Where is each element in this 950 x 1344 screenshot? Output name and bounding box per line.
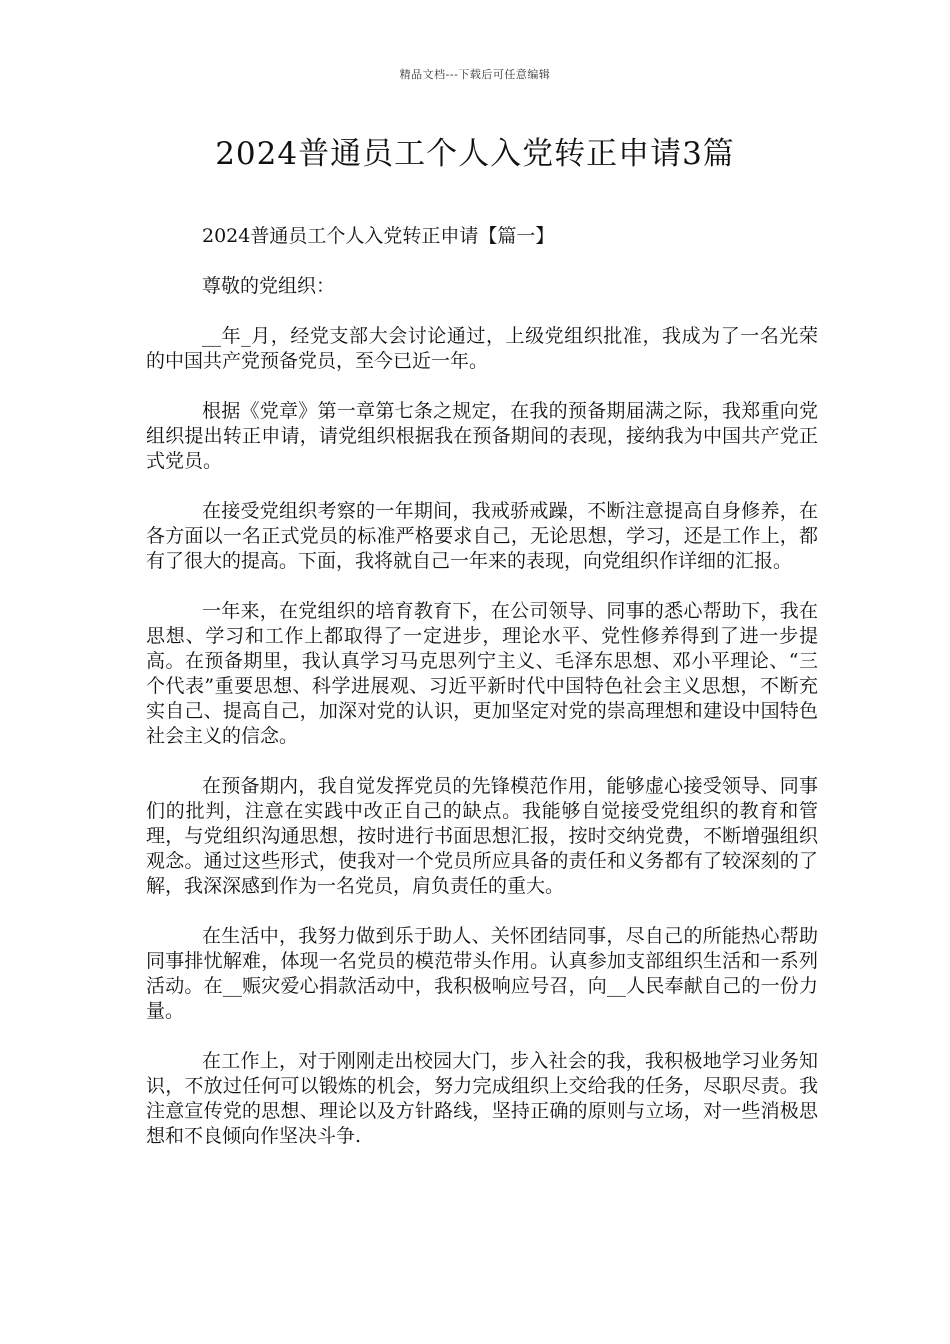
body-paragraph: __年_月，经党支部大会讨论通过，上级党组织批准，我成为了一名光荣的中国共产党预备党员，至今已近一年。 bbox=[146, 325, 818, 372]
header-note: 精品文档---下载后可任意编辑 bbox=[399, 68, 551, 81]
body-paragraph: 在预备期内，我自觉发挥党员的先锋模范作用，能够虚心接受领导、同事们的批判，注意在实践中改正自己的缺点。我能够自觉接受党组织的教育和管理，与党组织沟通思想，按时进行书面思想汇报，按时交纳党费，不断增强组织观念。通过这些形式，使我对一个党员所应具备的责任和义务都有了较深刻的了解，我深深感到作为一名党员，肩负责任的重大。 bbox=[146, 775, 818, 897]
salutation: 尊敬的党组织： bbox=[202, 275, 336, 297]
body-paragraph: 一年来，在党组织的培育教育下，在公司领导、同事的悉心帮助下，我在思想、学习和工作上都取得了一定进步，理论水平、党性修养得到了进一步提高。在预备期里，我认真学习马克思列宁主义、毛泽东思想、邓小平理论、“三个代表”重要思想、科学进展观、习近平新时代中国特色社会主义思想，不断充实自己、提高自己，加深对党的认识，更加坚定对党的崇高理想和建设中国特色社会主义的信念。 bbox=[146, 600, 818, 747]
body-paragraph: 在生活中，我努力做到乐于助人、关怀团结同事，尽自己的所能热心帮助同事排忧解难，体现一名党员的模范带头作用。认真参加支部组织生活和一系列活动。在__赈灾爱心捐款活动中，我积极响应号召，向__人民奉献自己的一份力量。 bbox=[146, 925, 818, 1022]
body-paragraph: 根据《党章》第一章第七条之规定，在我的预备期届满之际，我郑重向党组织提出转正申请，请党组织根据我在预备期间的表现，接纳我为中国共产党正式党员。 bbox=[146, 400, 818, 472]
body-paragraph: 在工作上，对于刚刚走出校园大门，步入社会的我，我积极地学习业务知识，不放过任何可以锻炼的机会，努力完成组织上交给我的任务，尽职尽责。我注意宣传党的思想、理论以及方针路线，坚持正确的原则与立场，对一些消极思想和不良倾向作坚决斗争. bbox=[146, 1050, 818, 1147]
section-heading: 2024普通员工个人入党转正申请【篇一】 bbox=[202, 225, 555, 247]
document-title: 2024普通员工个人入党转正申请3篇 bbox=[215, 136, 735, 172]
body-paragraph: 在接受党组织考察的一年期间，我戒骄戒躁，不断注意提高自身修养，在各方面以一名正式党员的标准严格要求自己，无论思想，学习，还是工作上，都有了很大的提高。下面，我将就自己一年来的表现，向党组织作详细的汇报。 bbox=[146, 500, 818, 572]
document-body bbox=[146, 224, 818, 1174]
